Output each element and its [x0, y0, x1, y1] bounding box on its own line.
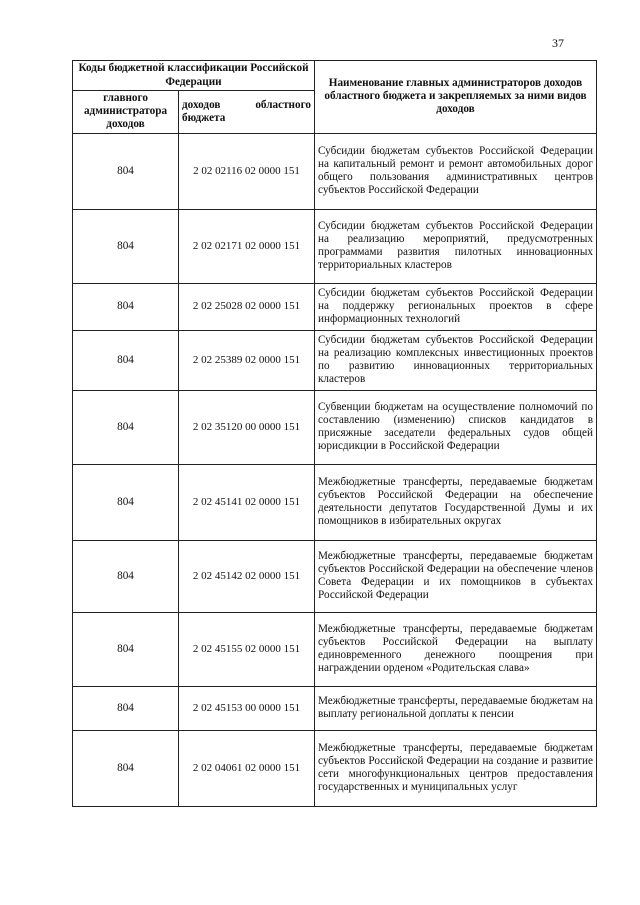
table-row [73, 133, 597, 209]
admin-code-cell: 804 [73, 686, 179, 730]
admin-code-cell: 804 [73, 330, 179, 390]
income-description-cell: Субсидии бюджетам субъектов Российской Федерации на реализацию комплексных инвестиционных проектов по развитию инновационных территориальных кластеров [315, 330, 597, 390]
income-description-cell: Межбюджетные трансферты, передаваемые бюджетам субъектов Российской Федерации на обеспечение деятельности депутатов Государственной Думы и их помощников в избирательных округах [315, 464, 597, 540]
admin-code-cell: 804 [73, 540, 179, 612]
income-description-cell: Субсидии бюджетам субъектов Российской Федерации на капитальный ремонт и ремонт автомобильных дорог общего пользования административных центров субъектов Российской Федерации [315, 133, 597, 209]
income-description-cell: Межбюджетные трансферты, передаваемые бюджетам на выплату региональной доплаты к пенсии [315, 686, 597, 730]
income-description-cell: Межбюджетные трансферты, передаваемые бюджетам субъектов Российской Федерации на выплату единовременного денежного поощрения при награждении орденом «Родительская слава» [315, 612, 597, 686]
admin-code-cell: 804 [73, 209, 179, 283]
page-number: 37 [552, 36, 564, 50]
table-row [73, 730, 597, 806]
header-name-column: Наименование главных администраторов доходов областного бюджета и закрепляемых за ними видов доходов [315, 61, 597, 134]
table-row [73, 283, 597, 330]
table-row [73, 686, 597, 730]
table-row [73, 209, 597, 283]
admin-code-cell: 804 [73, 390, 179, 464]
table-row [73, 330, 597, 390]
income-code-cell: 2 02 45142 02 0000 151 [179, 540, 315, 612]
admin-code-cell: 804 [73, 730, 179, 806]
income-code-cell: 2 02 04061 02 0000 151 [179, 730, 315, 806]
income-code-cell: 2 02 45153 00 0000 151 [179, 686, 315, 730]
income-description-cell: Субсидии бюджетам субъектов Российской Федерации на поддержку региональных проектов в сфере информационных технологий [315, 283, 597, 330]
admin-code-cell: 804 [73, 133, 179, 209]
budget-classification-table [72, 60, 597, 807]
income-description-cell: Межбюджетные трансферты, передаваемые бюджетам субъектов Российской Федерации на создание и развитие сети многофункциональных центров предоставления государственных и муниципальных услуг [315, 730, 597, 806]
header-admin-column: главного администратора доходов [73, 91, 179, 134]
admin-code-cell: 804 [73, 612, 179, 686]
income-code-cell: 2 02 35120 00 0000 151 [179, 390, 315, 464]
admin-code-cell: 804 [73, 464, 179, 540]
income-code-cell: 2 02 45141 02 0000 151 [179, 464, 315, 540]
admin-code-cell: 804 [73, 283, 179, 330]
income-description-cell: Субсидии бюджетам субъектов Российской Федерации на реализацию мероприятий, предусмотренных программами развития пилотных инновационных территориальных кластеров [315, 209, 597, 283]
income-code-cell: 2 02 25028 02 0000 151 [179, 283, 315, 330]
header-codes-group: Коды бюджетной классификации Российской Федерации [73, 61, 315, 91]
income-code-cell: 2 02 45155 02 0000 151 [179, 612, 315, 686]
table-row [73, 390, 597, 464]
header-income-column: доходов областного бюджета [179, 91, 315, 134]
table-row [73, 540, 597, 612]
income-code-cell: 2 02 02171 02 0000 151 [179, 209, 315, 283]
table-row [73, 612, 597, 686]
income-description-cell: Межбюджетные трансферты, передаваемые бюджетам субъектов Российской Федерации на обеспечение членов Совета Федерации и их помощников в субъектах Российской Федерации [315, 540, 597, 612]
income-code-cell: 2 02 02116 02 0000 151 [179, 133, 315, 209]
table-row [73, 464, 597, 540]
income-description-cell: Субвенции бюджетам на осуществление полномочий по составлению (изменению) списков кандидатов в присяжные заседатели федеральных судов общей юрисдикции в Российской Федерации [315, 390, 597, 464]
income-code-cell: 2 02 25389 02 0000 151 [179, 330, 315, 390]
